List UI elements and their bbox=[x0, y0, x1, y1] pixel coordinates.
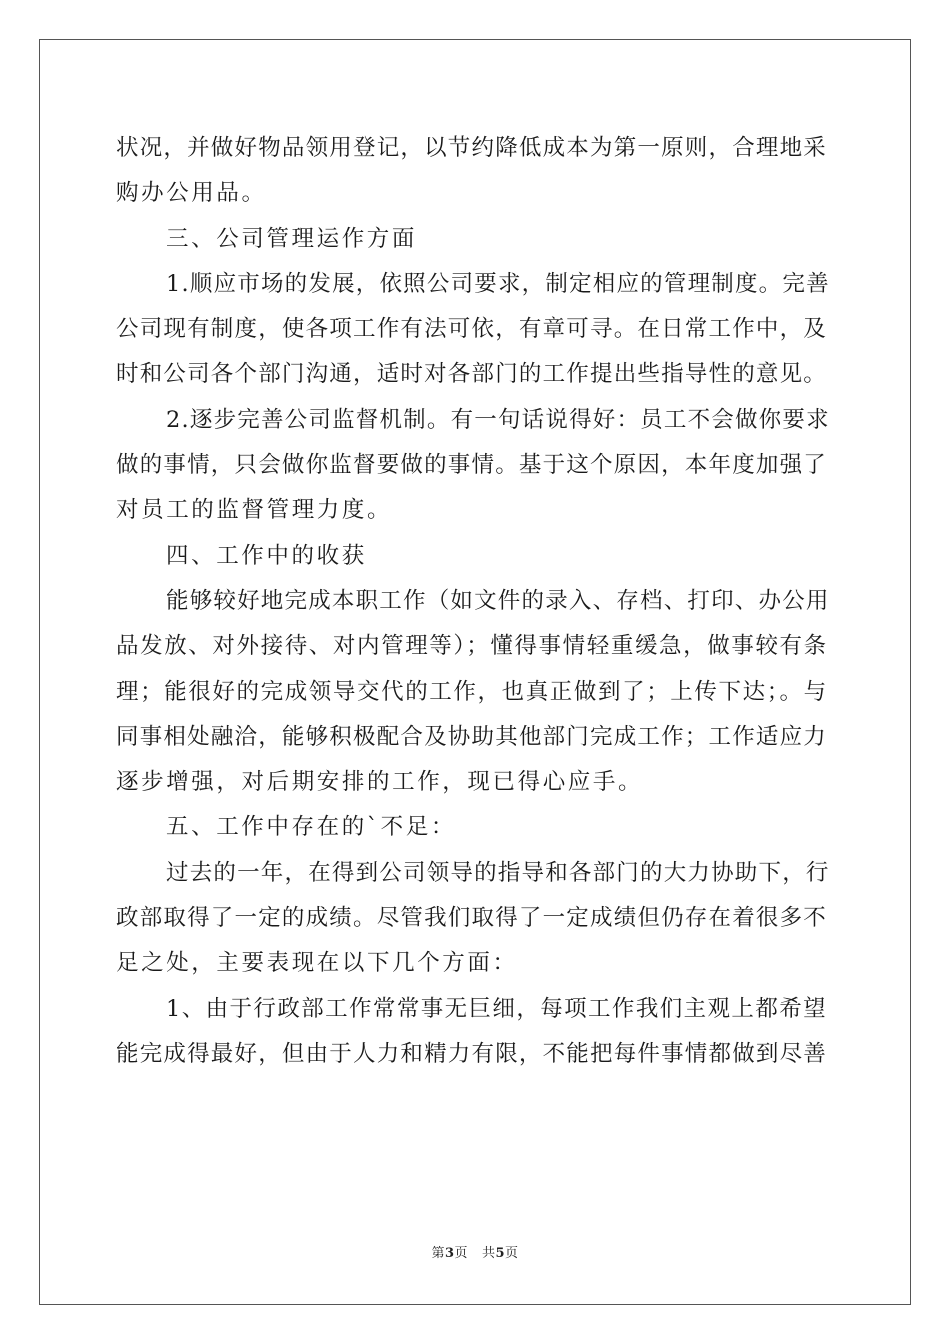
text-line: 过去的一年，在得到公司领导的指导和各部门的大力协助下，行 bbox=[166, 859, 830, 886]
text-line: 1.顺应市场的发展，依照公司要求，制定相应的管理制度。完善 bbox=[166, 270, 830, 297]
section-heading: 三、公司管理运作方面 bbox=[166, 225, 418, 252]
text-line: 政部取得了一定的成绩。尽管我们取得了一定成绩但仍存在着很多不 bbox=[116, 905, 828, 932]
page-prefix: 第 bbox=[431, 1246, 445, 1261]
text-line: 对员工的监督管理力度。 bbox=[116, 497, 393, 524]
text-block bbox=[116, 126, 832, 1077]
document-body bbox=[116, 126, 832, 1077]
page-suffix: 页 bbox=[454, 1246, 469, 1261]
text-line: 理；能很好的完成领导交代的工作，也真正做到了；上传下达；。与 bbox=[116, 678, 828, 705]
text-line: 状况，并做好物品领用登记，以节约降低成本为第一原则，合理地采 bbox=[116, 135, 828, 161]
total-prefix: 共 bbox=[481, 1246, 496, 1261]
text-line: 品发放、对外接待、对内管理等）；懂得事情轻重缓急，做事较有条 bbox=[116, 633, 828, 660]
text-line: 做的事情，只会做你监督要做的事情。基于这个原因，本年度加强了 bbox=[116, 452, 828, 479]
page-number: 3 bbox=[444, 1246, 455, 1261]
text-line: 足之处，主要表现在以下几个方面： bbox=[116, 950, 518, 977]
text-line: 能够较好地完成本职工作（如文件的录入、存档、打印、办公用 bbox=[166, 587, 830, 614]
text-line: 时和公司各个部门沟通，适时对各部门的工作提出些指导性的意见。 bbox=[116, 361, 828, 388]
text-line: 同事相处融洽，能够积极配合及协助其他部门完成工作；工作适应力 bbox=[116, 723, 828, 750]
text-line: 逐步增强，对后期安排的工作，现已得心应手。 bbox=[116, 769, 644, 796]
text-line: 2.逐步完善公司监督机制。有一句话说得好：员工不会做你要求 bbox=[166, 406, 830, 433]
section-heading: 四、工作中的收获 bbox=[166, 542, 367, 569]
text-line: 1、由于行政部工作常常事无巨细，每项工作我们主观上都希望 bbox=[166, 995, 828, 1022]
text-line: 购办公用品。 bbox=[116, 180, 267, 207]
text-line: 公司现有制度，使各项工作有法可依，有章可寻。在日常工作中，及 bbox=[116, 316, 828, 343]
total-suffix: 页 bbox=[505, 1246, 519, 1261]
text-line: 能完成得最好，但由于人力和精力有限，不能把每件事情都做到尽善 bbox=[116, 1040, 828, 1067]
page-footer bbox=[0, 1242, 950, 1261]
total-pages: 5 bbox=[495, 1246, 506, 1261]
section-heading: 五、工作中存在的`不足： bbox=[166, 814, 456, 841]
